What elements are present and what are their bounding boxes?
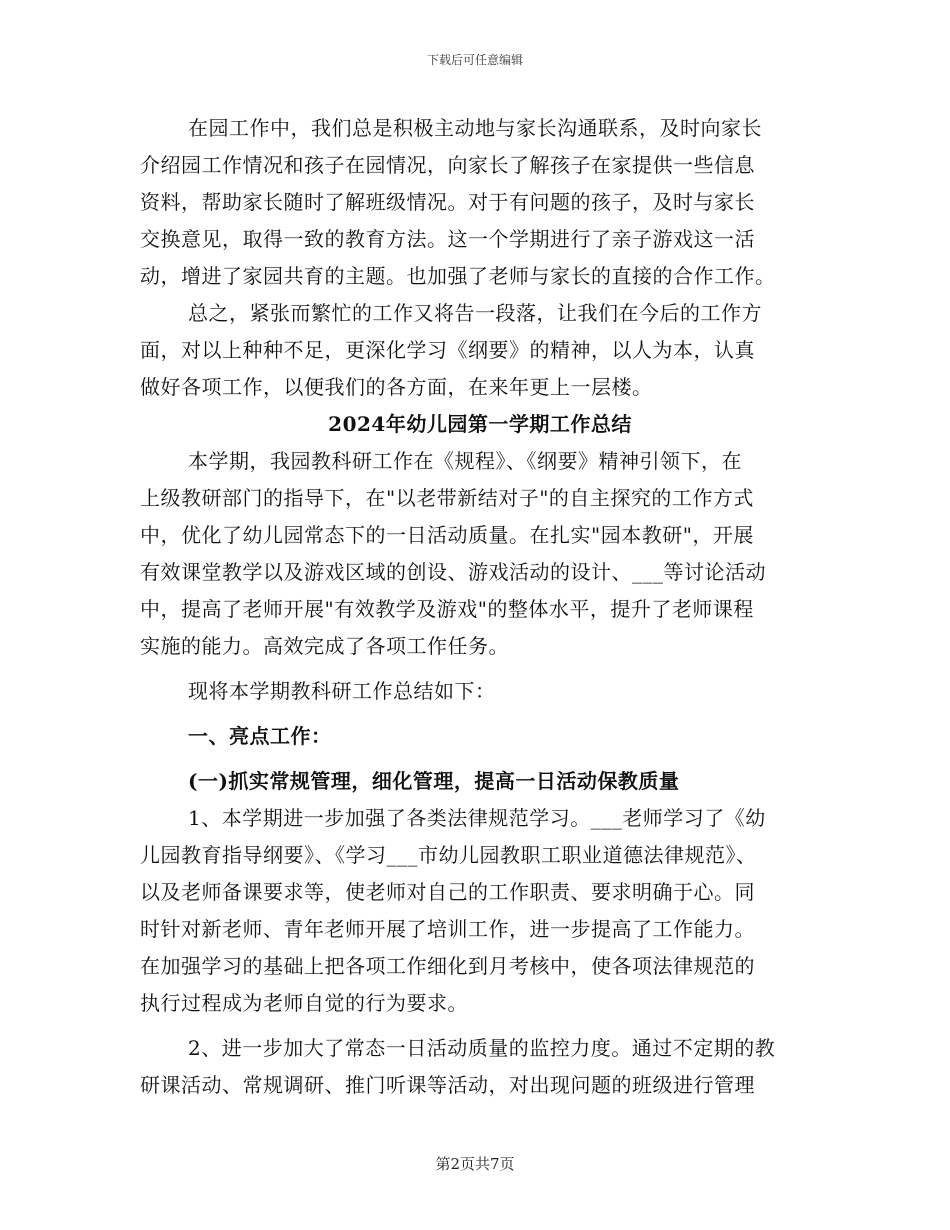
paragraph-line: 中，优化了幼儿园常态下的一日活动质量。在扎实"园本教研"，开展 [140, 523, 754, 547]
paragraph-line: 动，增进了家园共育的主题。也加强了老师与家长的直接的合作工作。 [140, 264, 776, 288]
paragraph-line: 交换意见，取得一致的教育方法。这一个学期进行了亲子游戏这一活 [140, 227, 755, 251]
paragraph-line: 在园工作中，我们总是积极主动地与家长沟通联系，及时向家长 [188, 116, 762, 140]
paragraph-line: 时针对新老师、青年老师开展了培训工作，进一步提高了工作能力。 [140, 917, 755, 941]
paragraph-line: 做好各项工作，以便我们的各方面，在来年更上一层楼。 [140, 375, 653, 399]
paragraph-line: 资料，帮助家长随时了解班级情况。对于有问题的孩子，及时与家长 [140, 190, 755, 214]
paragraph-line: 实施的能力。高效完成了各项工作任务。 [140, 634, 509, 658]
page-header: 下载后可任意编辑 [426, 53, 523, 67]
page-number: 第2页共7页 [435, 1155, 515, 1173]
paragraph-line: 中，提高了老师开展"有效教学及游戏"的整体水平，提升了老师课程 [140, 597, 754, 621]
paragraph-line: 本学期，我园教科研工作在《规程》、《纲要》精神引领下，在 [188, 449, 742, 473]
section-title: 2024年幼儿园第一学期工作总结 [328, 412, 632, 436]
paragraph-line: 总之，紧张而繁忙的工作又将告一段落，让我们在今后的工作方 [188, 301, 762, 325]
paragraph-line: 在加强学习的基础上把各项工作细化到月考核中，使各项法律规范的 [140, 954, 755, 978]
paragraph-line: 有效课堂教学以及游戏区域的创设、游戏活动的设计、___等讨论活动 [140, 560, 766, 584]
heading-level-2: (一)抓实常规管理，细化管理，提高一日活动保教质量 [188, 769, 680, 793]
paragraph-line: 2、进一步加大了常态一日活动质量的监控力度。通过不定期的教 [188, 1036, 776, 1060]
paragraph-line: 执行过程成为老师自觉的行为要求。 [140, 991, 468, 1015]
document-body [140, 110, 820, 1104]
paragraph-line: 以及老师备课要求等，使老师对自己的工作职责、要求明确于心。同 [140, 880, 755, 904]
heading-level-1: 一、亮点工作： [188, 724, 332, 748]
paragraph-line: 研课活动、常规调研、推门听课等活动，对出现问题的班级进行管理 [140, 1073, 755, 1097]
paragraph-line: 儿园教育指导纲要》、《学习___市幼儿园教职工职业道德法律规范》、 [140, 843, 757, 867]
paragraph-line: 介绍园工作情况和孩子在园情况，向家长了解孩子在家提供一些信息 [140, 153, 755, 177]
paragraph-line: 现将本学期教科研工作总结如下： [188, 679, 496, 703]
paragraph-line: 1、本学期进一步加强了各类法律规范学习。___老师学习了《幼 [188, 806, 766, 830]
paragraph-line: 上级教研部门的指导下，在"以老带新结对子"的自主探究的工作方式 [140, 486, 754, 510]
paragraph-line: 面，对以上种种不足，更深化学习《纲要》的精神，以人为本，认真 [140, 338, 755, 362]
